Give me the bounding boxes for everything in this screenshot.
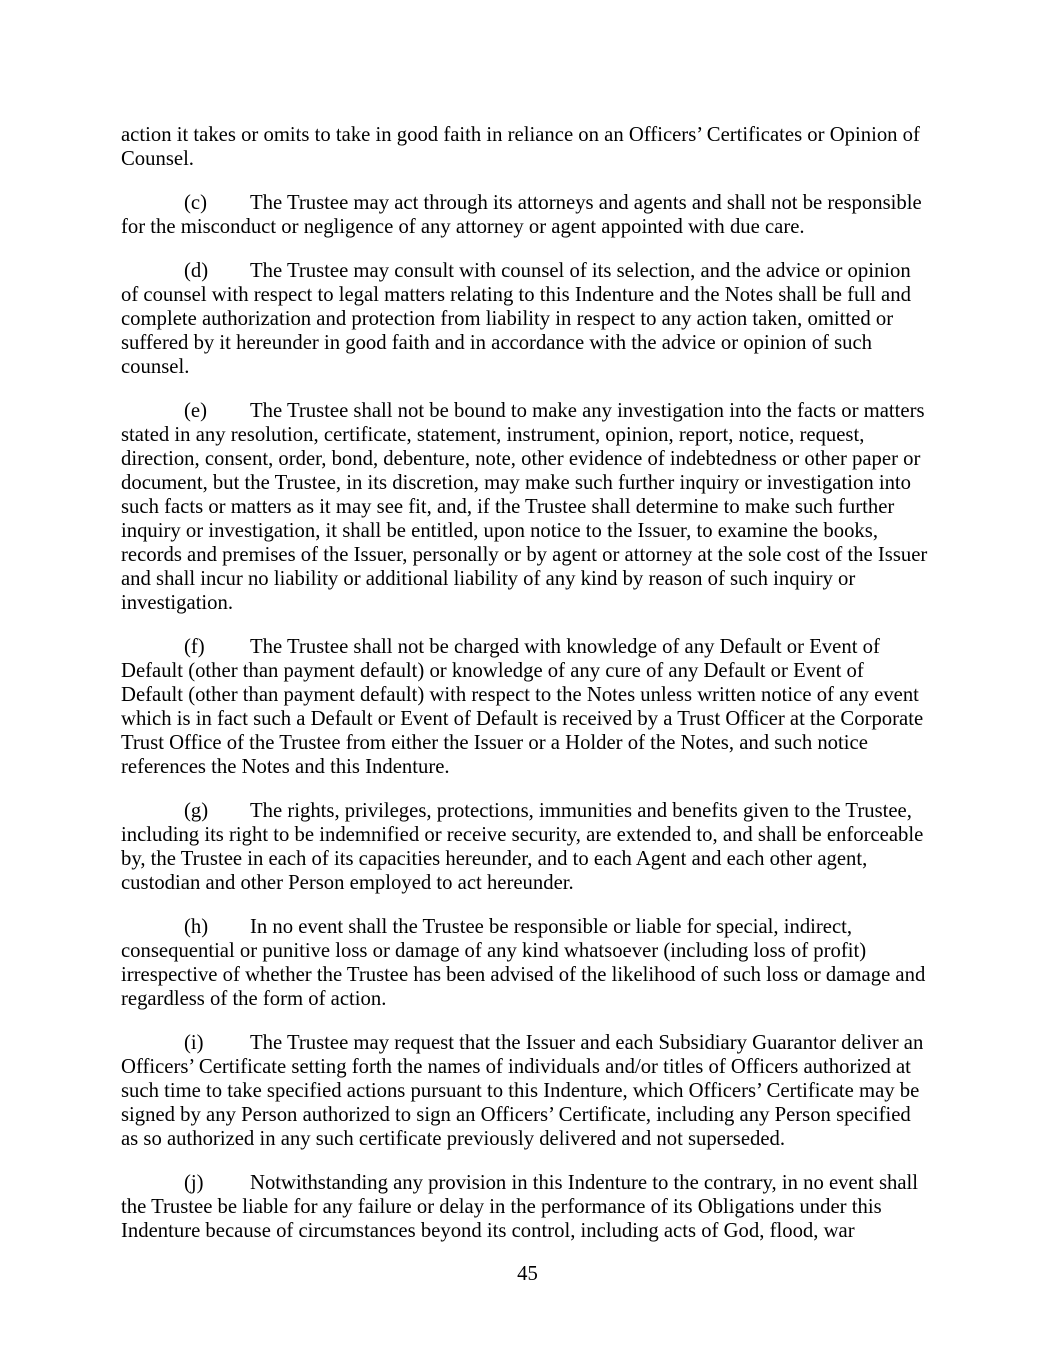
paragraph-continuation: action it takes or omits to take in good faith in reliance on an Officers’ Certificates or Opinion of Counsel. bbox=[121, 124, 920, 170]
paragraph-g-label: (g) bbox=[184, 800, 209, 822]
paragraph-g-text: The rights, privileges, protections, immunities and benefits given to the Trustee, including its right to be indemnified or receive security, are extended to, and shall be enforceable by, the Trustee in each of its capacities hereunder, and to each Agent and each other agent, custodian and other Person employed to act hereunder. bbox=[121, 800, 924, 894]
paragraph-f-label: (f) bbox=[184, 636, 205, 658]
paragraph-d bbox=[121, 259, 930, 379]
paragraph-c-label: (c) bbox=[184, 192, 207, 214]
paragraph-d-text: The Trustee may consult with counsel of its selection, and the advice or opinion of counsel with respect to legal matters relating to this Indenture and the Notes shall be full and complete authorization and protection from liability in respect to any action taken, omitted or suffered by it hereunder in good faith and in accordance with the advice or opinion of such counsel. bbox=[121, 260, 911, 378]
paragraph-e bbox=[121, 399, 930, 615]
paragraph-h-text: In no event shall the Trustee be responsible or liable for special, indirect, consequential or punitive loss or damage of any kind whatsoever (including loss of profit) irrespective of whether the Trustee has been advised of the likelihood of such loss or damage and regardless of the form of action. bbox=[121, 916, 926, 1010]
paragraph-c bbox=[121, 191, 930, 239]
paragraph-g bbox=[121, 799, 930, 895]
paragraph-j-text: Notwithstanding any provision in this Indenture to the contrary, in no event shall the Trustee be liable for any failure or delay in the performance of its Obligations under this Indenture because of circumstances beyond its control, including acts of God, flood, war bbox=[121, 1172, 919, 1242]
paragraph-e-label: (e) bbox=[184, 400, 207, 422]
paragraph-i-label: (i) bbox=[184, 1032, 204, 1054]
paragraph-j bbox=[121, 1171, 930, 1243]
paragraph-f bbox=[121, 635, 930, 779]
document-body bbox=[121, 123, 930, 1263]
paragraph-d-label: (d) bbox=[184, 260, 209, 282]
paragraph-i bbox=[121, 1031, 930, 1151]
paragraph-j-label: (j) bbox=[184, 1172, 204, 1194]
paragraph-c-text: The Trustee may act through its attorneys and agents and shall not be responsible for the misconduct or negligence of any attorney or agent appointed with due care. bbox=[121, 192, 922, 238]
paragraph-i-text: The Trustee may request that the Issuer and each Subsidiary Guarantor deliver an Officers’ Certificate setting forth the names of individuals and/or titles of Officers authorized at such time to take specified actions pursuant to this Indenture, which Officers’ Certificate may be signed by any Person authorized to sign an Officers’ Certificate, including any Person specified as so authorized in any such certificate previously delivered and not superseded. bbox=[121, 1032, 924, 1150]
paragraph-h bbox=[121, 915, 930, 1011]
page-number: 45 bbox=[517, 1263, 538, 1285]
paragraph-h-label: (h) bbox=[184, 916, 209, 938]
paragraph-f-text: The Trustee shall not be charged with knowledge of any Default or Event of Default (other than payment default) or knowledge of any cure of any Default or Event of Default (other than payment default) with respect to the Notes unless written notice of any event which is in fact such a Default or Event of Default is received by a Trust Officer at the Corporate Trust Office of the Trustee from either the Issuer or a Holder of the Notes, and such notice references the Notes and this Indenture. bbox=[121, 636, 924, 778]
paragraph-e-text: The Trustee shall not be bound to make any investigation into the facts or matters stated in any resolution, certificate, statement, instrument, opinion, report, notice, request, direction, consent, order, bond, debenture, note, other evidence of indebtedness or other paper or document, but the Trustee, in its discretion, may make such further inquiry or investigation into such facts or matters as it may see fit, and, if the Trustee shall determine to make such further inquiry or investigation, it shall be entitled, upon notice to the Issuer, to examine the books, records and premises of the Issuer, personally or by agent or attorney at the sole cost of the Issuer and shall incur no liability or additional liability of any kind by reason of such inquiry or investigation. bbox=[121, 400, 928, 614]
